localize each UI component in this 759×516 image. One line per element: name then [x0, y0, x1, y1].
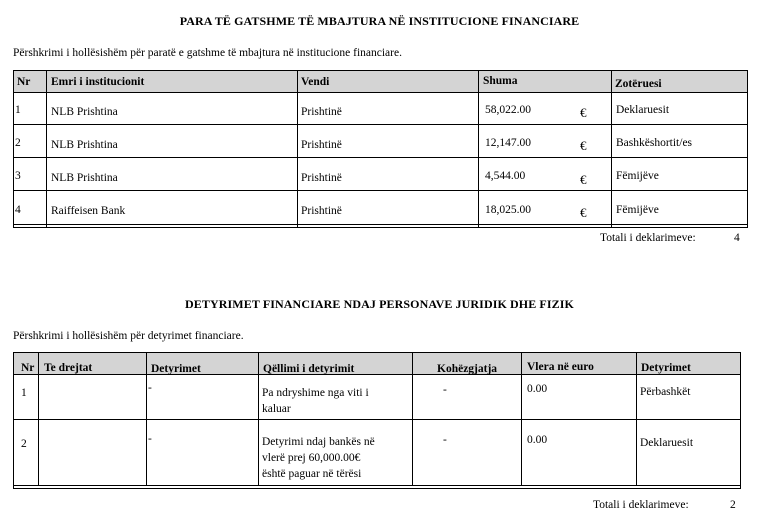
header-obligations: Detyrimet: [151, 363, 201, 375]
table-row-divider: [13, 157, 747, 158]
table-column-divider: [297, 70, 298, 227]
row-duration: -: [443, 384, 447, 396]
section1-total-label: Totali i deklarimeve:: [600, 232, 696, 244]
row-amount: 58,022.00: [485, 104, 531, 116]
row-duration: -: [443, 434, 447, 446]
header-amount: Shuma: [483, 75, 518, 87]
table-border: [13, 374, 740, 375]
row-place: Prishtinë: [301, 172, 342, 184]
euro-symbol: €: [580, 105, 587, 120]
row-amount: 12,147.00: [485, 137, 531, 149]
row-type: Deklaruesit: [640, 437, 694, 449]
row-nr: 2: [21, 438, 27, 450]
euro-symbol: €: [580, 205, 587, 220]
row-purpose-line: Pa ndryshime nga viti i: [262, 387, 369, 399]
row-purpose-line: kaluar: [262, 403, 291, 415]
table-column-divider: [38, 352, 39, 486]
row-owner: Fëmijëve: [616, 170, 659, 182]
table-column-divider: [611, 70, 612, 227]
table-row-divider: [13, 124, 747, 125]
header-duration: Kohëzgjatja: [437, 363, 498, 375]
row-purpose-line: Detyrimi ndaj bankës në: [262, 436, 375, 448]
row-institution: NLB Prishtina: [51, 106, 118, 118]
row-institution: NLB Prishtina: [51, 139, 118, 151]
row-amount: 18,025.00: [485, 204, 531, 216]
row-nr: 1: [21, 387, 27, 399]
table-column-divider: [46, 70, 47, 227]
row-value: 0.00: [527, 434, 548, 446]
row-owner: Fëmijëve: [616, 204, 659, 216]
row-owner: Bashkëshortit/es: [616, 137, 693, 149]
section2-description: Përshkrimi i hollësishëm për detyrimet financiare.: [13, 330, 244, 342]
table-border: [747, 70, 748, 228]
section1-total-value: 4: [734, 232, 740, 244]
table-border: [13, 227, 747, 228]
table-border: [13, 485, 740, 486]
table-border: [13, 224, 747, 225]
header-institution: Emri i institucionit: [51, 76, 145, 88]
header-type: Detyrimet: [641, 362, 691, 374]
table-border: [13, 92, 747, 93]
table-row-divider: [13, 190, 747, 191]
section1-title: PARA TË GATSHME TË MBAJTURA NË INSTITUCIONE FINANCIARE: [179, 14, 580, 28]
table-border: [13, 488, 740, 489]
header-value: Vlera në euro: [527, 361, 594, 373]
header-place: Vendi: [301, 76, 330, 88]
row-institution: NLB Prishtina: [51, 172, 118, 184]
row-value: 0.00: [527, 383, 548, 395]
header-owner: Zotëruesi: [615, 78, 662, 90]
row-type: Përbashkët: [640, 386, 691, 398]
table-border: [740, 352, 741, 489]
header-purpose: Qëllimi i detyrimit: [263, 363, 355, 375]
row-nr: 3: [15, 170, 21, 182]
row-purpose-line: është paguar në tërësi: [262, 468, 362, 480]
header-nr: Nr: [21, 362, 35, 374]
table-column-divider: [478, 70, 479, 227]
table-border: [13, 70, 747, 71]
table-column-divider: [636, 352, 637, 486]
table-border: [13, 70, 14, 228]
table-row-divider: [13, 419, 740, 420]
table-column-divider: [412, 352, 413, 486]
row-nr: 4: [15, 204, 21, 216]
header-rights: Te drejtat: [44, 362, 93, 374]
header-nr: Nr: [17, 76, 31, 88]
row-amount: 4,544.00: [485, 170, 526, 182]
row-place: Prishtinë: [301, 205, 342, 217]
table-column-divider: [258, 352, 259, 486]
row-owner: Deklaruesit: [616, 104, 670, 116]
row-place: Prishtinë: [301, 106, 342, 118]
row-place: Prishtinë: [301, 139, 342, 151]
row-purpose-line: vlerë prej 60,000.00€: [262, 452, 361, 464]
section2-title: DETYRIMET FINANCIARE NDAJ PERSONAVE JURIDIK DHE FIZIK: [185, 297, 574, 311]
row-nr: 2: [15, 137, 21, 149]
table-border: [13, 352, 740, 353]
liabilities-table-header-bg: [13, 352, 740, 374]
table-column-divider: [521, 352, 522, 486]
section2-total-label: Totali i deklarimeve:: [593, 499, 689, 511]
section2-total-value: 2: [730, 499, 736, 511]
euro-symbol: €: [580, 172, 587, 187]
row-obligations: -: [148, 382, 152, 394]
euro-symbol: €: [580, 138, 587, 153]
row-institution: Raiffeisen Bank: [51, 205, 126, 217]
table-column-divider: [146, 352, 147, 486]
section1-description: Përshkrimi i hollësishëm për paratë e gatshme të mbajtura në institucione financiare.: [13, 47, 402, 59]
row-nr: 1: [15, 104, 21, 116]
row-obligations: -: [148, 433, 152, 445]
table-border: [13, 352, 14, 489]
